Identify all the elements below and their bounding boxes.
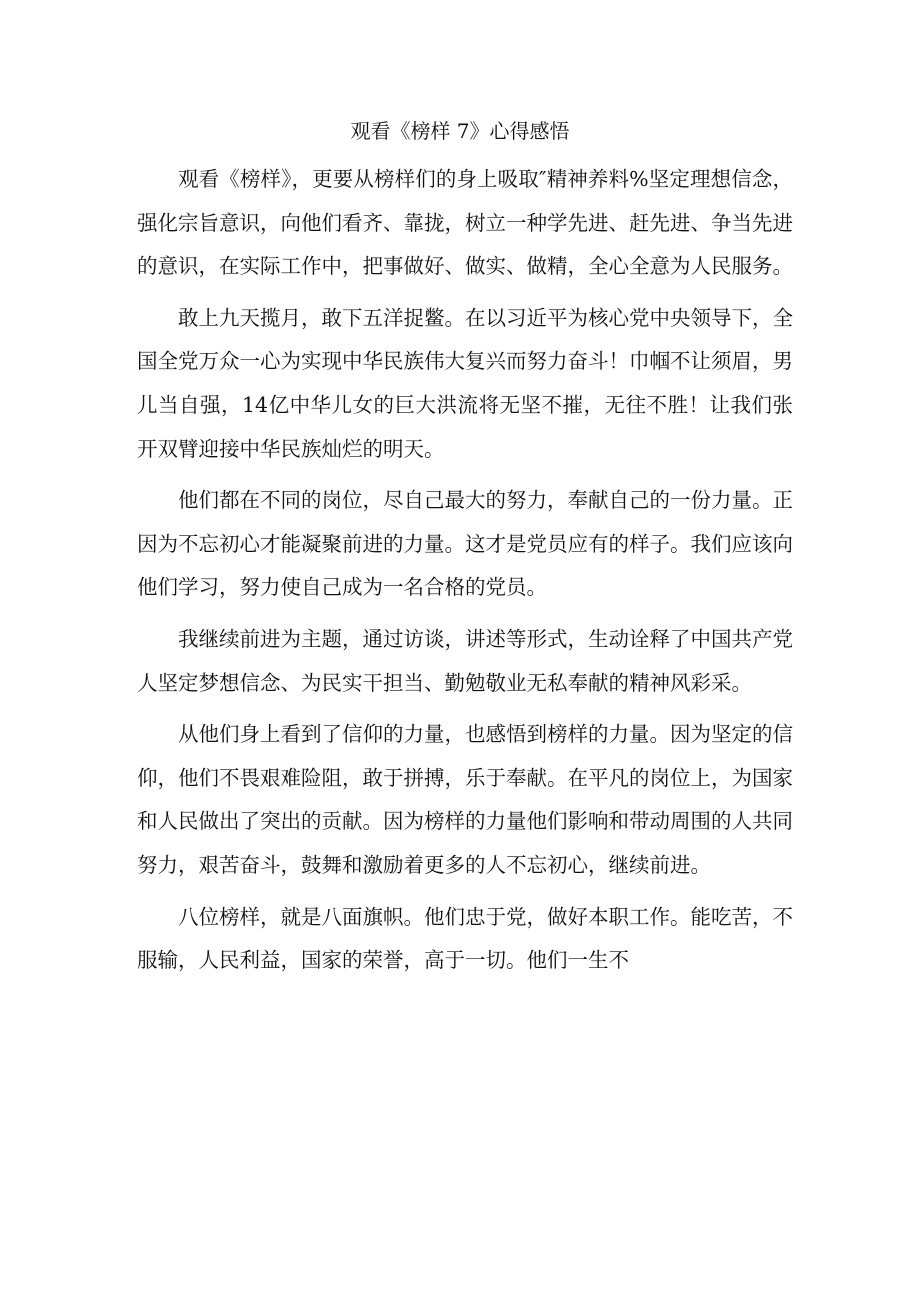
document-title: 观看《榜样 7》心得感悟 [350,119,570,143]
document-body [137,158,793,991]
paragraph-3: 他们都在不同的岗位，尽自己最大的努力，奉献自己的一份力量。正因为不忘初心才能凝聚前进的力量。这才是党员应有的样子。我们应该向他们学习，努力使自己成为一名合格的党员。 [137,488,793,600]
paragraph-6: 八位榜样，就是八面旗帜。他们忠于党，做好本职工作。能吃苦，不服输，人民利益，国家的荣誉，高于一切。他们一生不 [137,904,793,973]
paragraph-5: 从他们身上看到了信仰的力量，也感悟到榜样的力量。因为坚定的信仰，他们不畏艰难险阻，敢于拼搏，乐于奉献。在平凡的岗位上，为国家和人民做出了突出的贡献。因为榜样的力量他们影响和带动周围的人共同努力，艰苦奋斗，鼓舞和激励着更多的人不忘初心，继续前进。 [137,722,793,877]
paragraph-2: 敢上九天揽月，敢下五洋捉鳖。在以习近平为核心党中央领导下，全国全党万众一心为实现中华民族伟大复兴而努力奋斗！巾帼不让须眉，男儿当自强，14亿中华儿女的巨大洪流将无坚不摧，无往不胜！让我们张开双臂迎接中华民族灿烂的明天。 [137,305,793,461]
paragraph-4: 我继续前进为主题，通过访谈，讲述等形式，生动诠释了中国共产党人坚定梦想信念、为民实干担当、勤勉敬业无私奉献的精神风彩采。 [137,626,793,695]
paragraph-1: 观看《榜样》，更要从榜样们的身上吸取″精神养料%坚定理想信念，强化宗旨意识，向他们看齐、靠拢，树立一种学先进、赶先进、争当先进的意识，在实际工作中，把事做好、做实、做精，全心全意为人民服务。 [137,167,793,279]
